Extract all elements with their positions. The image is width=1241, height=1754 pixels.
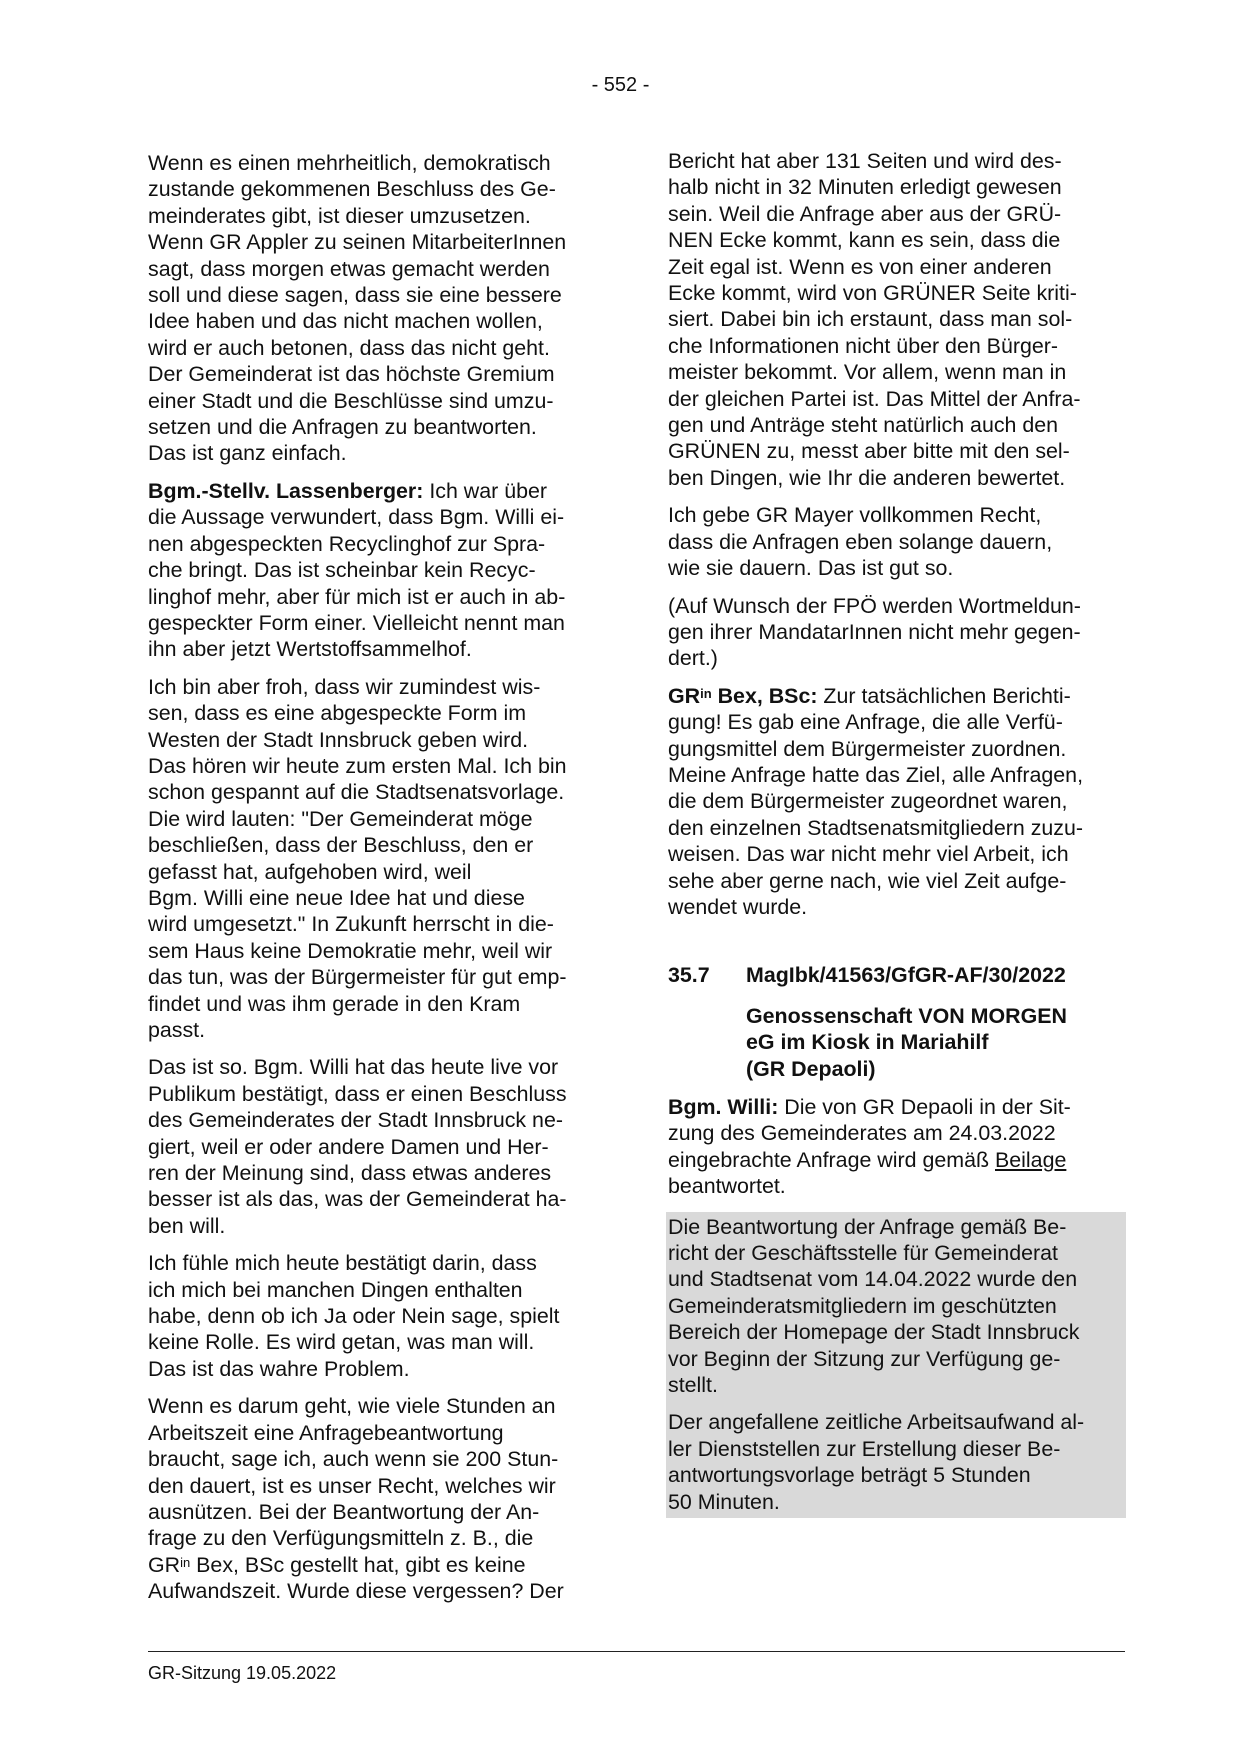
- left-paragraph-4: Das ist so. Bgm. Willi hat das heute live vor Publikum bestätigt, dass er einen Beschluss des Gemeinderates der Stadt Innsbruck ne- giert, weil er oder andere Damen und Her- ren der Meinung sind, dass etwas anderes besser ist als das, was der Gemeinderat ha- ben will.: [148, 1055, 567, 1238]
- section-reference: MagIbk/41563/GfGR-AF/30/2022: [746, 963, 1066, 988]
- footer-text: GR-Sitzung 19.05.2022: [148, 1663, 337, 1683]
- section-title: Genossenschaft VON MORGEN eG im Kiosk in Mariahilf (GR Depaoli): [746, 1003, 1067, 1081]
- speaker-bex-b: Bex, BSc:: [711, 683, 818, 708]
- right-paragraph-2: Ich gebe GR Mayer vollkommen Recht, dass die Anfragen eben solange dauern, wie sie dauern. Das ist gut so.: [668, 503, 1053, 581]
- speaker-lassenberger: Bgm.-Stellv. Lassenberger:: [148, 478, 424, 503]
- right-paragraph-5-text: Die von GR Depaoli in der Sit- zung des Gemeinderates am 24.03.2022 eingebrachte Anfrage wird gemäß: [668, 1095, 1071, 1172]
- left-column: [148, 150, 600, 1616]
- section-heading: [668, 962, 1126, 988]
- section-number: 35.7: [668, 963, 710, 988]
- left-paragraph-6: [148, 1393, 600, 1604]
- right-column: [668, 148, 1126, 1518]
- shaded-paragraph-1: Die Beantwortung der Anfrage gemäß Be- richt der Geschäftsstelle für Gemeinderat und Stadtsenat vom 14.04.2022 wurde den Gemeinderatsmitgliedern im geschützten Bereich der Homepage der Stadt Innsbruck vor Beginn der Sitzung zur Verfügung ge- stellt.: [668, 1214, 1080, 1398]
- shaded-answer-box: [666, 1212, 1126, 1518]
- left-paragraph-2-text: Ich war über die Aussage verwundert, dass Bgm. Willi ei- nen abgespeckten Recyclinghof zur Spra- che bringt. Das ist scheinbar kein Recyc- linghof mehr, aber für mich ist er auch in ab- gespeckter Form einer. Vielleicht nennt man ihn aber jetzt Wertstoffsammelhof.: [148, 478, 566, 662]
- right-paragraph-3: (Auf Wunsch der FPÖ werden Wortmeldun- gen ihrer MandatarInnen nicht mehr gegen- dert.): [668, 593, 1081, 671]
- page-number: - 552 -: [591, 74, 650, 96]
- footer-divider: [148, 1651, 1125, 1652]
- speaker-bex-a: GR: [668, 683, 701, 708]
- agenda-section: [668, 962, 1126, 1082]
- left-paragraph-2: [148, 478, 600, 663]
- right-paragraph-4-text: Zur tatsächlichen Berichti- gung! Es gab eine Anfrage, die alle Verfü- gungsmittel dem Bürgermeister zuordnen. Meine Anfrage hatte das Ziel, alle Anfragen, die dem Bürgermeister zugeordnet waren, den einzelnen Stadtsenatsmitgliedern zuzu- weisen. Das war nicht mehr viel Arbeit, ich sehe aber gerne nach, wie viel Zeit aufge- wendet wurde.: [668, 683, 1084, 919]
- left-paragraph-6-text-b: Bex, BSc gestellt hat, gibt es keine Aufwandszeit. Wurde diese vergessen? Der: [148, 1552, 564, 1604]
- shaded-paragraph-2: Der angefallene zeitliche Arbeitsaufwand al- ler Dienststellen zur Erstellung dieser Be- antwortungsvorlage beträgt 5 Stunden 50 Minuten.: [668, 1410, 1085, 1514]
- left-paragraph-1: Wenn es einen mehrheitlich, demokratisch zustande gekommenen Beschluss des Ge- meinderates gibt, ist dieser umzusetzen. Wenn GR Appler zu seinen MitarbeiterInnen sagt, dass morgen etwas gemacht werden soll und diese sagen, dass sie eine bessere Idee haben und das nicht machen wollen, wird er auch betonen, dass das nicht geht. Der Gemeinderat ist das höchste Gremium einer Stadt und die Beschlüsse sind umzu- setzen und die Anfragen zu beantworten. Das ist ganz einfach.: [148, 151, 567, 466]
- speaker-bex: [668, 684, 817, 708]
- right-paragraph-5: [668, 1094, 1126, 1200]
- left-paragraph-3: Ich bin aber froh, dass wir zumindest wis- sen, dass es eine abgespeckte Form im Westen der Stadt Innsbruck geben wird. Das hören wir heute zum ersten Mal. Ich bin schon gespannt auf die Stadtsenatsvorlage. Die wird lauten: "Der Gemeinderat möge beschließen, dass der Beschluss, den er gefasst hat, aufgehoben wird, weil Bgm. Willi eine neue Idee hat und diese wird umgesetzt." In Zukunft herrscht in die- sem Haus keine Demokratie mehr, weil wir das tun, was der Bürgermeister für gut emp- findet und was ihm gerade in den Kram passt.: [148, 674, 567, 1042]
- speaker-willi: Bgm. Willi:: [668, 1095, 779, 1119]
- right-paragraph-1: Bericht hat aber 131 Seiten und wird des- halb nicht in 32 Minuten erledigt gewesen sein. Weil die Anfrage aber aus der GRÜ- NEN Ecke kommt, kann es sein, dass die Zeit egal ist. Wenn es von einer anderen Ecke kommt, wird von GRÜNER Seite kriti- siert. Dabei bin ich erstaunt, dass man sol- che Informationen nicht über den Bürger- meister bekommt. Vor allem, wenn man in der gleichen Partei ist. Das Mittel der Anfra- gen und Anträge steht natürlich auch den GRÜNEN zu, messt aber bitte mit den sel- ben Dingen, wie Ihr die anderen bewertet.: [668, 149, 1081, 490]
- left-paragraph-5: Ich fühle mich heute bestätigt darin, dass ich mich bei manchen Dingen enthalten habe, denn ob ich Ja oder Nein sage, spielt keine Rolle. Es wird getan, was man will. Das ist das wahre Problem.: [148, 1251, 560, 1381]
- speaker-bex-superscript: in: [700, 685, 712, 701]
- right-paragraph-5-end: beantwortet.: [668, 1174, 786, 1199]
- left-paragraph-6-text-a: Wenn es darum geht, wie viele Stunden an Arbeitszeit eine Anfragebeantwortung braucht, sage ich, auch wenn sie 200 Stun- den dauert, ist es unser Recht, welches wir ausnützen. Bei der Beantwortung der An- frage zu den Verfügungsmitteln z. B., die GR: [148, 1394, 559, 1577]
- right-paragraph-4: [668, 683, 1126, 921]
- superscript-in: in: [180, 1554, 191, 1570]
- beilage-link[interactable]: Beilage: [995, 1147, 1067, 1172]
